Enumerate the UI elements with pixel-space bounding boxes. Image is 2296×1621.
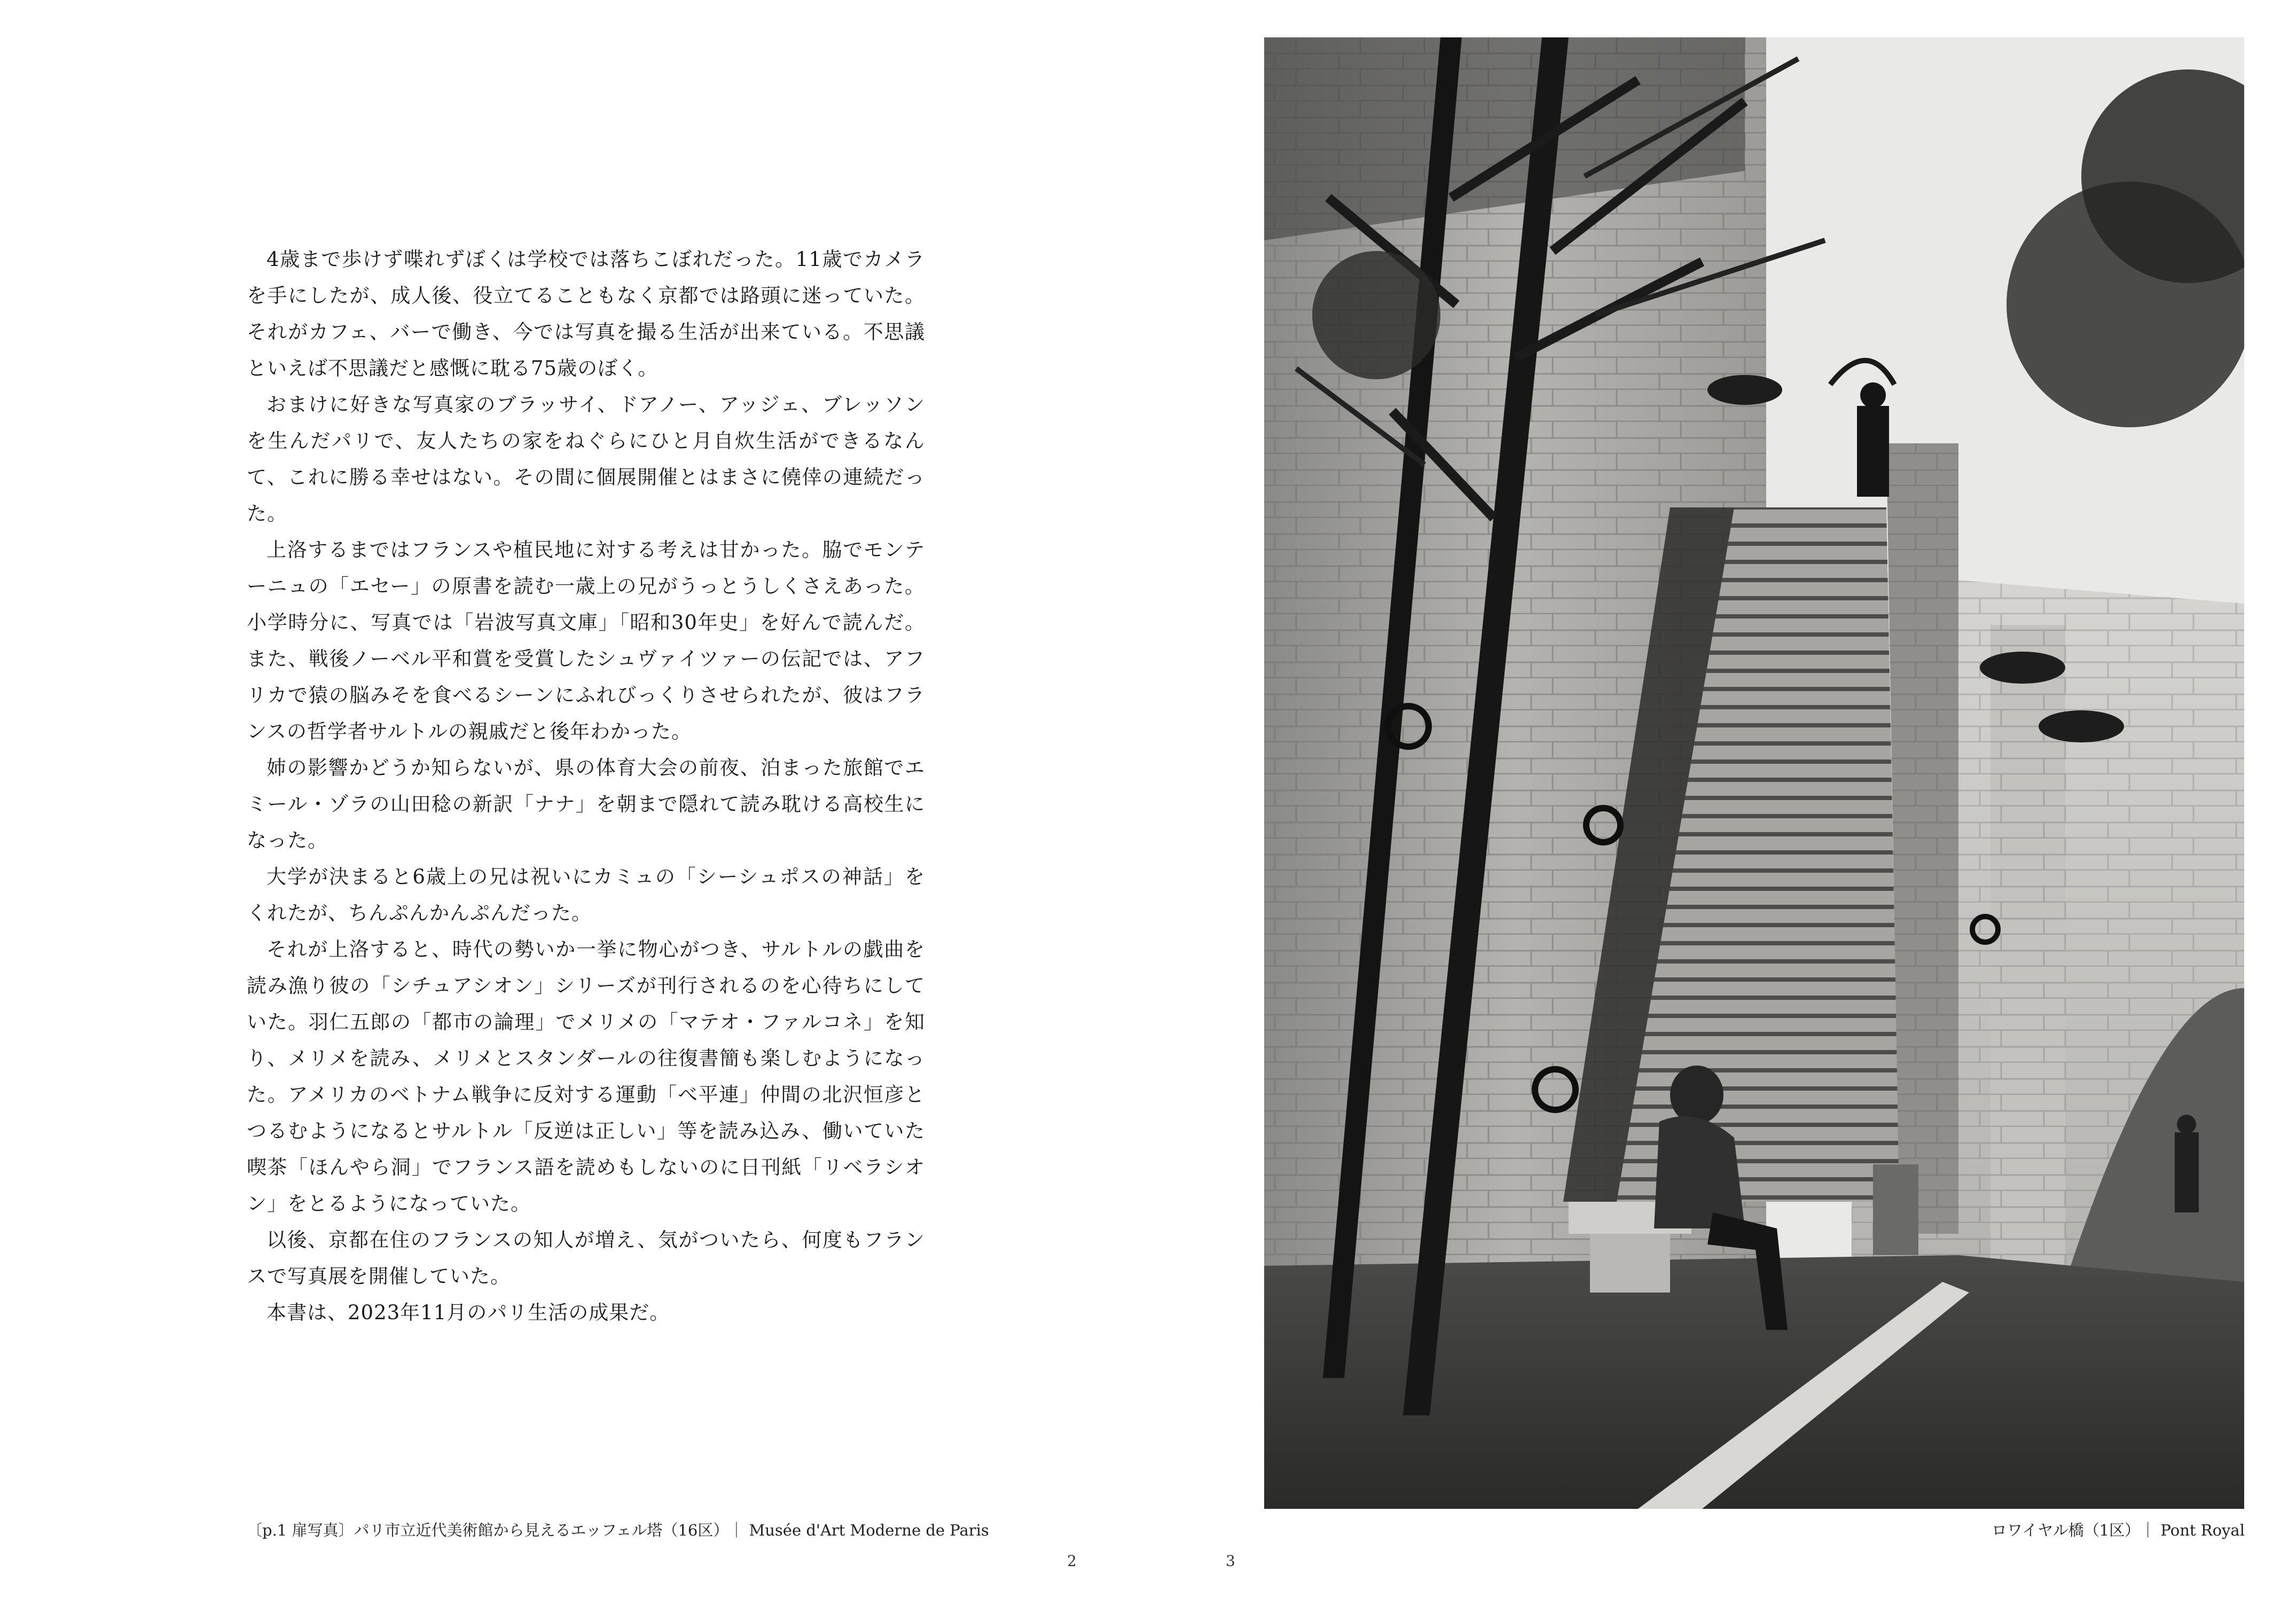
photo-caption: ロワイヤル橋（1区）｜ Pont Royal xyxy=(1991,1521,2245,1539)
page-number-right: 3 xyxy=(1226,1552,1235,1570)
essay-paragraph: 4歳まで歩けず喋れずぼくは学校では落ちこぼれだった。11歳でカメラを手にしたが、成人後、役立てることもなく京都では路頭に迷っていた。それがカフェ、バーで働き、今では写真を撮る生活が出来ている。不思議といえば不思議だと感慨に耽る75歳のぼく。 xyxy=(247,248,925,380)
pont-royal-photo xyxy=(1264,37,2244,1509)
essay-paragraph: それが上洛すると、時代の勢いか一挙に物心がつき、サルトルの戯曲を読み漁り彼の「シチュアシオン」シリーズが刊行されるのを心待ちにしていた。羽仁五郎の「都市の論理」でメリメの「マテオ・ファルコネ」を知り、メリメを読み、メリメとスタンダールの往復書簡も楽しむようになった。アメリカのベトナム戦争に反対する運動「べ平連」仲間の北沢恒彦とつるむようになるとサルトル「反逆は正しい」等を読み込み、働いていた喫茶「ほんやら洞」でフランス語を読めもしないのに日刊紙「リベラシオン」をとるようになっていた。 xyxy=(247,938,925,1215)
page-number-left: 2 xyxy=(1067,1552,1077,1570)
essay-paragraph: 本書は、2023年11月のパリ生活の成果だ。 xyxy=(267,1301,670,1324)
essay-paragraph: 大学が決まると6歳上の兄は祝いにカミュの「シーシュポスの神話」をくれたが、ちんぷんかんぷんだった。 xyxy=(247,865,925,925)
right-page xyxy=(1148,0,2296,1621)
essay-paragraph: おまけに好きな写真家のブラッサイ、ドアノー、アッジェ、ブレッソンを生んだパリで、友人たちの家をねぐらにひと月自炊生活ができるなんて、これに勝る幸せはない。その間に個展開催とはまさに僥倖の連続だった。 xyxy=(247,393,925,525)
essay-paragraph: 以後、京都在住のフランスの知人が増え、気がついたら、何度もフランスで写真展を開催していた。 xyxy=(247,1228,925,1288)
frontispiece-caption: 〔p.1 扉写真〕パリ市立近代美術館から見えるエッフェル塔（16区）｜ Musée d'Art Moderne de Paris xyxy=(247,1521,989,1539)
essay-paragraph: 上洛するまではフランスや植民地に対する考えは甘かった。脇でモンテーニュの「エセー」の原書を読む一歳上の兄がうっとうしくさえあった。小学時分に、写真では「岩波写真文庫」「昭和30年史」を好んで読んだ。また、戦後ノーベル平和賞を受賞したシュヴァイツァーの伝記では、アフリカで猿の脳みそを食べるシーンにふれびっくりさせられたが、彼はフランスの哲学者サルトルの親戚だと後年わかった。 xyxy=(247,538,925,743)
essay-text xyxy=(247,241,925,1331)
essay-paragraph: 姉の影響かどうか知らないが、県の体育大会の前夜、泊まった旅館でエミール・ゾラの山田稔の新訳「ナナ」を朝まで隠れて読み耽ける高校生になった。 xyxy=(247,756,925,852)
